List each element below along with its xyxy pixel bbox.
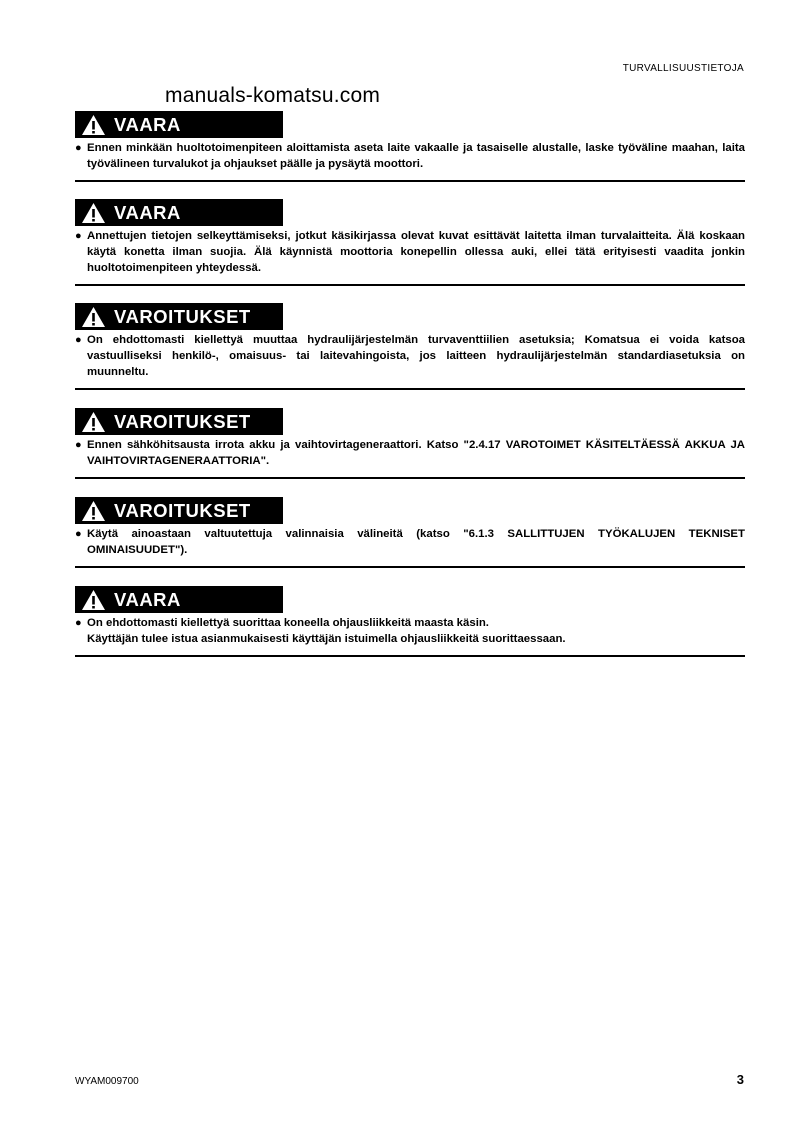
warning-triangle-icon bbox=[81, 202, 106, 224]
warning-banner bbox=[75, 497, 283, 524]
banner-label: VAROITUKSET bbox=[114, 305, 251, 327]
warning-block-5 bbox=[75, 497, 745, 568]
warning-block-6 bbox=[75, 586, 745, 657]
warning-triangle-icon bbox=[81, 589, 106, 611]
list-item bbox=[75, 332, 745, 380]
warning-triangle-icon bbox=[81, 114, 106, 136]
warning-banner bbox=[75, 586, 283, 613]
bullet-icon: ● bbox=[75, 617, 82, 629]
list-item bbox=[75, 228, 745, 276]
warning-triangle-icon bbox=[81, 411, 106, 433]
banner-label: VAARA bbox=[114, 588, 181, 610]
list-item bbox=[75, 437, 745, 469]
warning-block-2 bbox=[75, 199, 745, 286]
warning-block-1 bbox=[75, 111, 745, 182]
banner-label: VAARA bbox=[114, 201, 181, 223]
warning-banner bbox=[75, 408, 283, 435]
watermark-text: manuals-komatsu.com bbox=[165, 84, 381, 107]
bullet-icon: ● bbox=[75, 142, 82, 154]
bullet-icon: ● bbox=[75, 334, 82, 346]
item-text: On ehdottomasti kiellettyä suorittaa koneella ohjausliikkeitä maasta käsin. bbox=[87, 617, 489, 629]
warning-triangle-icon bbox=[81, 500, 106, 522]
banner-label: VAROITUKSET bbox=[114, 499, 251, 521]
list-item bbox=[75, 140, 745, 172]
warning-block-3 bbox=[75, 303, 745, 390]
warning-banner bbox=[75, 111, 283, 138]
item-text: Ennen minkään huoltotoimenpiteen aloittamista aseta laite vakaalle ja tasaiselle alustalle, laske työväline maahan, laita työvälineen turvalukot ja ohjaukset päälle ja pysäytä moottori. bbox=[87, 142, 745, 170]
warning-banner bbox=[75, 303, 283, 330]
list-item bbox=[75, 526, 745, 558]
item-text: On ehdottomasti kiellettyä muuttaa hydraulijärjestelmän turvaventtiilien asetuksia; Komatsua ei voida katsoa vastuulliseksi henkilö-, omaisuus- tai laitevahingoista, jos laitteen hydraulijärjestelmän standardiasetuksia on muunneltu. bbox=[87, 334, 745, 378]
document-code: WYAM009700 bbox=[75, 1076, 139, 1087]
item-text: Annettujen tietojen selkeyttämiseksi, jotkut käsikirjassa olevat kuvat esittävät laitetta ilman turvalaitteita. Älä koskaan käytä konetta ilman suojia. Älä käynnistä moottoria konepellin ollessa auki, ellei tätä erityisesti vaadita jonkin huoltotoimenpiteen yhteydessä. bbox=[87, 230, 745, 274]
bullet-icon: ● bbox=[75, 528, 82, 540]
page-number: 3 bbox=[736, 1072, 744, 1087]
bullet-icon: ● bbox=[75, 439, 82, 451]
warning-banner bbox=[75, 199, 283, 226]
item-text: Ennen sähköhitsausta irrota akku ja vaihtovirtageneraattori. Katso "2.4.17 VAROTOIMET KÄSITELTÄESSÄ AKKUA JA VAIHTOVIRTAGENERAATTORIA". bbox=[87, 439, 745, 467]
item-text-continued: Käyttäjän tulee istua asianmukaisesti käyttäjän istuimella ohjausliikkeitä suorittaessaan. bbox=[87, 633, 566, 645]
banner-label: VAARA bbox=[114, 113, 181, 135]
item-text: Käytä ainoastaan valtuutettuja valinnaisia välineitä (katso "6.1.3 SALLITTUJEN TYÖKALUJEN TEKNISET OMINAISUUDET"). bbox=[87, 528, 745, 556]
bullet-icon: ● bbox=[75, 230, 82, 242]
banner-label: VAROITUKSET bbox=[114, 410, 251, 432]
list-item bbox=[75, 615, 745, 647]
running-header: TURVALLISUUSTIETOJA bbox=[622, 63, 744, 74]
warning-block-4 bbox=[75, 408, 745, 479]
warning-triangle-icon bbox=[81, 306, 106, 328]
